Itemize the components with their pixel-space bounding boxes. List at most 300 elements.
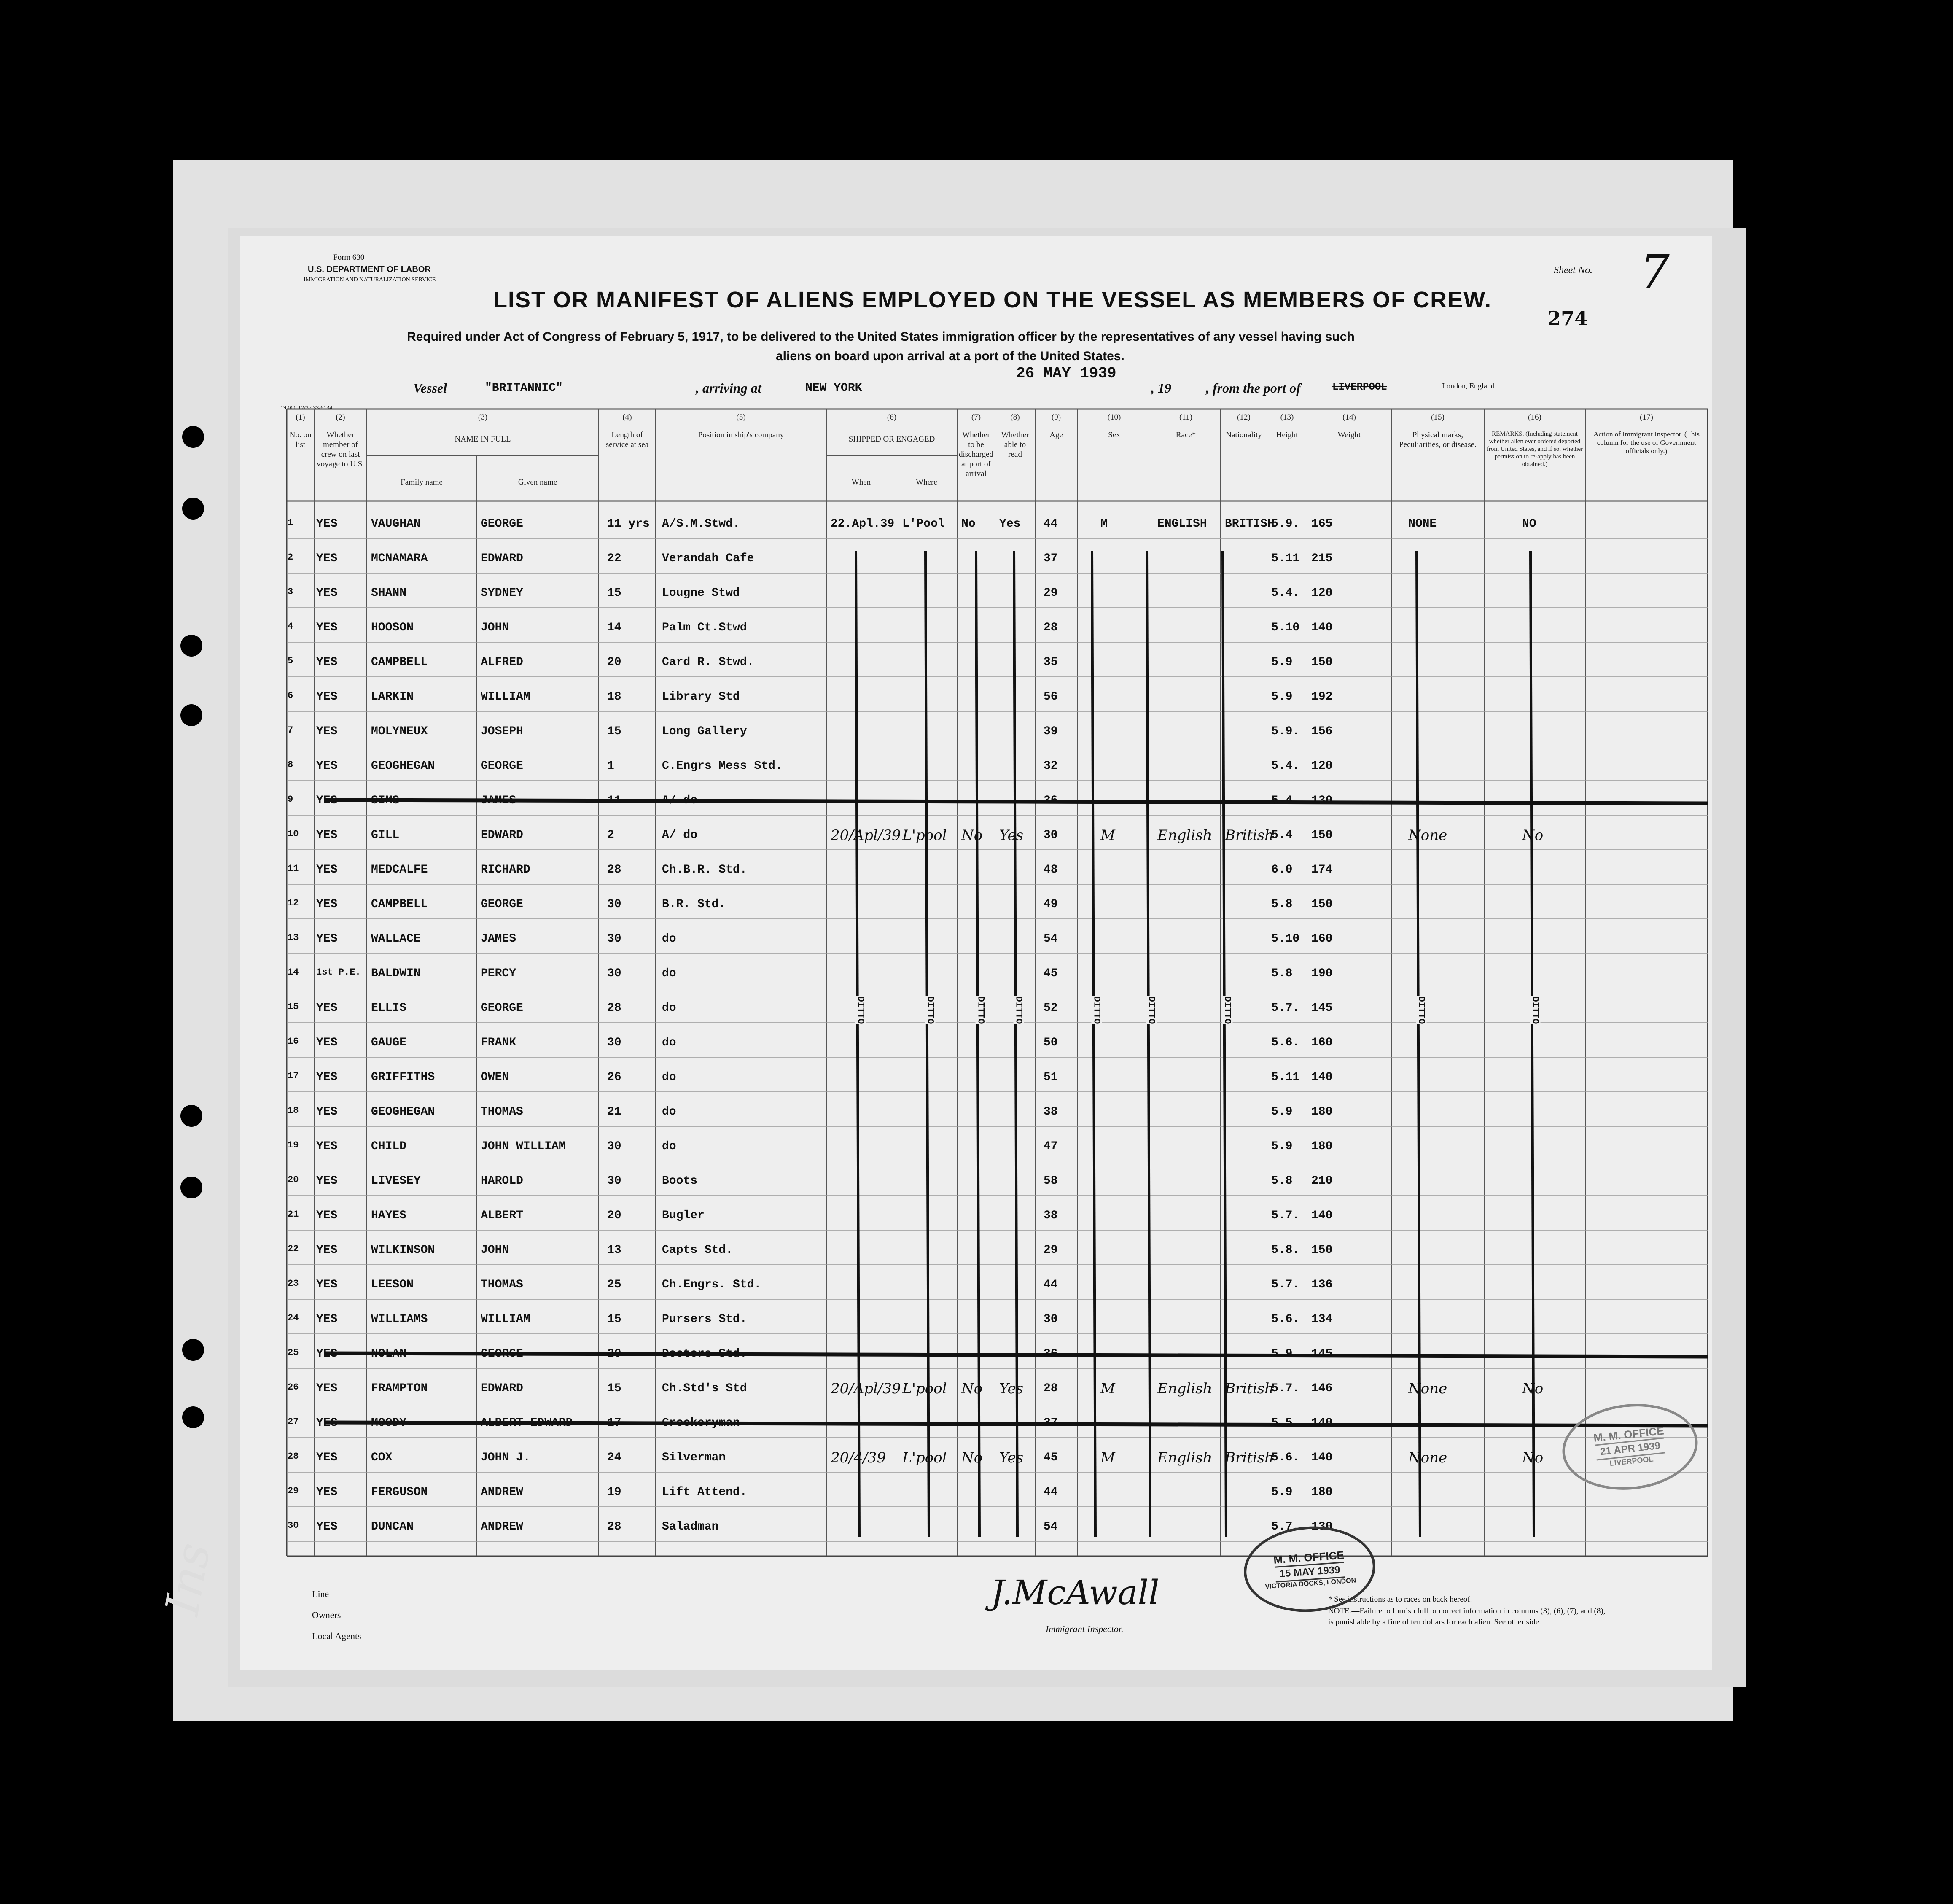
row-last-voyage: YES xyxy=(316,1417,338,1430)
row-last-voyage: YES xyxy=(316,1209,338,1222)
row-length-of-service: 30 xyxy=(607,1036,621,1049)
row-height: 5.11 xyxy=(1271,552,1300,565)
row-last-voyage: YES xyxy=(316,725,338,738)
row-position: Doctors Std. xyxy=(662,1347,747,1360)
column-number: (17) xyxy=(1640,413,1653,422)
row-sex: M xyxy=(1100,1380,1115,1397)
row-length-of-service: 20 xyxy=(607,1209,621,1222)
row-last-voyage: YES xyxy=(316,829,338,842)
row-weight: 174 xyxy=(1311,863,1333,876)
row-position: do xyxy=(662,932,676,945)
row-length-of-service: 1 xyxy=(607,759,614,773)
ditto-line xyxy=(1092,551,1095,1537)
row-remarks: No xyxy=(1522,827,1544,844)
row-weight: 156 xyxy=(1311,725,1333,738)
row-weight: 140 xyxy=(1311,1417,1333,1430)
row-weight: 150 xyxy=(1311,1244,1333,1257)
row-weight: 140 xyxy=(1311,1071,1333,1084)
row-shipped-when: 22.Apl.39 xyxy=(831,517,895,531)
column-number: (2) xyxy=(336,413,345,422)
row-height: 5.7. xyxy=(1271,1520,1300,1533)
row-length-of-service: 15 xyxy=(607,587,621,600)
row-age: 39 xyxy=(1044,725,1058,738)
row-race: ENGLISH xyxy=(1157,517,1207,531)
row-height: 5.4. xyxy=(1271,759,1300,773)
row-weight: 140 xyxy=(1311,1451,1333,1464)
row-length-of-service: 15 xyxy=(607,725,621,738)
row-height: 5.8 xyxy=(1271,898,1293,911)
row-family-name: VAUGHAN xyxy=(371,517,421,531)
row-family-name: SHANN xyxy=(371,587,407,600)
row-family-name: NOLAN xyxy=(371,1347,407,1360)
row-family-name: CHILD xyxy=(371,1140,407,1153)
row-length-of-service: 15 xyxy=(607,1382,621,1395)
row-weight: 136 xyxy=(1311,1278,1333,1291)
row-weight: 165 xyxy=(1311,517,1333,531)
row-age: 50 xyxy=(1044,1036,1058,1049)
row-given-name: JAMES xyxy=(481,794,516,807)
row-position: Lift Attend. xyxy=(662,1486,747,1499)
row-row-number: 1 xyxy=(288,517,293,528)
row-last-voyage: YES xyxy=(316,1140,338,1153)
row-family-name: FERGUSON xyxy=(371,1486,428,1499)
row-length-of-service: 11 xyxy=(607,794,621,807)
row-discharged: No xyxy=(961,827,983,844)
row-age: 30 xyxy=(1044,1313,1058,1326)
row-height: 5.10 xyxy=(1271,621,1300,634)
row-position: do xyxy=(662,1140,676,1153)
row-row-number: 8 xyxy=(288,759,293,770)
column-number: (7) xyxy=(971,413,981,422)
page-number: 274 xyxy=(1547,307,1588,330)
row-length-of-service: 22 xyxy=(607,552,621,565)
row-last-voyage: YES xyxy=(316,932,338,945)
row-physical-marks: None xyxy=(1408,1380,1447,1397)
row-given-name: HAROLD xyxy=(481,1174,523,1188)
row-family-name: FRAMPTON xyxy=(371,1382,428,1395)
row-length-of-service: 28 xyxy=(607,863,621,876)
row-sex: M xyxy=(1100,1449,1115,1466)
row-given-name: JAMES xyxy=(481,932,516,945)
column-number: (10) xyxy=(1107,413,1121,422)
row-length-of-service: 21 xyxy=(607,1105,621,1118)
row-position: A/S.M.Stwd. xyxy=(662,517,740,531)
row-age: 29 xyxy=(1044,587,1058,600)
row-length-of-service: 30 xyxy=(607,932,621,945)
row-last-voyage: 1st P.E. xyxy=(316,967,361,978)
row-length-of-service: 26 xyxy=(607,1071,621,1084)
row-row-number: 4 xyxy=(288,621,293,632)
column-header-6: SHIPPED OR ENGAGED xyxy=(848,435,935,444)
row-nationality: BRITISH xyxy=(1225,517,1275,531)
row-given-name: JOSEPH xyxy=(481,725,523,738)
column-number: (12) xyxy=(1237,413,1251,422)
row-given-name: THOMAS xyxy=(481,1105,523,1118)
row-family-name: MEDCALFE xyxy=(371,863,428,876)
stamp-bottom-text: LIVERPOOL xyxy=(1609,1454,1654,1468)
row-family-name: CAMPBELL xyxy=(371,656,428,669)
row-given-name: ALFRED xyxy=(481,656,523,669)
row-height: 5.11 xyxy=(1271,1071,1300,1084)
row-given-name: ALBERT xyxy=(481,1209,523,1222)
row-able-to-read: Yes xyxy=(999,517,1021,531)
from-label: , from the port of xyxy=(1206,380,1301,396)
row-row-number: 6 xyxy=(288,690,293,701)
row-nationality: British xyxy=(1225,1449,1274,1466)
ditto-mark: DITTO xyxy=(975,996,986,1024)
column-number: (6) xyxy=(887,413,897,422)
row-length-of-service: 20 xyxy=(607,1347,621,1360)
column-subheader: Where xyxy=(916,478,937,487)
row-position: Ch.B.R. Std. xyxy=(662,863,747,876)
row-length-of-service: 19 xyxy=(607,1486,621,1499)
punch-hole xyxy=(182,498,204,520)
row-height: 5.9. xyxy=(1271,1347,1300,1360)
row-family-name: GEOGHEGAN xyxy=(371,1105,435,1118)
row-age: 37 xyxy=(1044,1417,1058,1430)
stamp-bottom-text: VICTORIA DOCKS, LONDON xyxy=(1265,1576,1356,1590)
column-subheader: Family name xyxy=(401,478,443,487)
row-family-name: DUNCAN xyxy=(371,1520,414,1533)
row-shipped-where: L'pool xyxy=(902,827,947,844)
row-age: 28 xyxy=(1044,621,1058,634)
row-family-name: WILLIAMS xyxy=(371,1313,428,1326)
row-height: 5.9 xyxy=(1271,1140,1293,1153)
row-given-name: ALBERT EDWARD xyxy=(481,1417,573,1430)
row-last-voyage: YES xyxy=(316,1278,338,1291)
row-family-name: GEOGHEGAN xyxy=(371,759,435,773)
ditto-mark: DITTO xyxy=(1416,996,1427,1024)
row-row-number: 12 xyxy=(288,898,299,908)
row-row-number: 21 xyxy=(288,1209,299,1220)
row-position: C.Engrs Mess Std. xyxy=(662,759,783,773)
row-position: Silverman xyxy=(662,1451,726,1464)
row-weight: 120 xyxy=(1311,587,1333,600)
row-last-voyage: YES xyxy=(316,794,338,807)
stamp-date: 15 MAY 1939 xyxy=(1275,1562,1345,1582)
row-given-name: SYDNEY xyxy=(481,587,523,600)
row-family-name: GRIFFITHS xyxy=(371,1071,435,1084)
row-age: 37 xyxy=(1044,552,1058,565)
row-given-name: ANDREW xyxy=(481,1486,523,1499)
row-weight: 180 xyxy=(1311,1105,1333,1118)
row-last-voyage: YES xyxy=(316,1451,338,1464)
row-discharged: No xyxy=(961,1449,983,1466)
row-family-name: COX xyxy=(371,1451,393,1464)
row-row-number: 14 xyxy=(288,967,299,978)
row-row-number: 26 xyxy=(288,1382,299,1392)
row-able-to-read: Yes xyxy=(999,1449,1024,1466)
row-shipped-when: 20/Apl/39 xyxy=(831,1380,901,1397)
ditto-mark: DITTO xyxy=(1222,996,1233,1024)
row-last-voyage: YES xyxy=(316,552,338,565)
row-family-name: BALDWIN xyxy=(371,967,421,980)
row-weight: 210 xyxy=(1311,1174,1333,1188)
row-last-voyage: YES xyxy=(316,863,338,876)
row-row-number: 23 xyxy=(288,1278,299,1289)
row-last-voyage: YES xyxy=(316,1520,338,1533)
row-position: Card R. Stwd. xyxy=(662,656,754,669)
row-given-name: WILLIAM xyxy=(481,690,530,703)
row-position: Bugler xyxy=(662,1209,705,1222)
arriving-port: NEW YORK xyxy=(805,382,862,395)
row-height: 5.10 xyxy=(1271,932,1300,945)
row-position: B.R. Std. xyxy=(662,898,726,911)
row-row-number: 30 xyxy=(288,1520,299,1531)
from-port: LIVERPOOL xyxy=(1332,382,1387,393)
column-header-14: Weight xyxy=(1337,431,1361,439)
column-number: (4) xyxy=(622,413,632,422)
column-header-11: Race* xyxy=(1176,431,1196,439)
ditto-mark: DITTO xyxy=(1091,996,1102,1024)
row-family-name: MCNAMARA xyxy=(371,552,428,565)
column-header-2: Whether member of crew on last voyage to U.S. xyxy=(317,431,364,469)
row-age: 36 xyxy=(1044,1347,1058,1360)
races-note: * See instructions as to races on back hereof. xyxy=(1328,1595,1472,1604)
row-age: 47 xyxy=(1044,1140,1058,1153)
row-last-voyage: YES xyxy=(316,587,338,600)
row-height: 5.9 xyxy=(1271,690,1293,703)
row-physical-marks: NONE xyxy=(1408,517,1437,531)
column-number: (11) xyxy=(1179,413,1192,422)
column-header-9: Age xyxy=(1049,431,1063,439)
row-physical-marks: None xyxy=(1408,827,1447,844)
row-height: 5.7. xyxy=(1271,1002,1300,1015)
margin-note: Ins xyxy=(155,1538,221,1619)
sheet-number: 7 xyxy=(1640,245,1670,299)
inspector-label: Immigrant Inspector. xyxy=(1046,1624,1124,1634)
row-row-number: 2 xyxy=(288,552,293,563)
punch-hole xyxy=(180,635,202,657)
row-age: 49 xyxy=(1044,898,1058,911)
row-remarks: NO xyxy=(1522,517,1536,531)
row-last-voyage: YES xyxy=(316,621,338,634)
print-code: 19 000 12/37 33/6134 xyxy=(280,405,333,411)
row-position: do xyxy=(662,1002,676,1015)
manifest-sheet xyxy=(240,236,1712,1670)
column-number: (14) xyxy=(1342,413,1356,422)
column-header-8: Whether able to read xyxy=(1001,431,1029,459)
row-row-number: 24 xyxy=(288,1313,299,1323)
row-last-voyage: YES xyxy=(316,1382,338,1395)
ditto-mark: DITTO xyxy=(855,996,866,1024)
row-given-name: JOHN WILLIAM xyxy=(481,1140,566,1153)
row-given-name: EDWARD xyxy=(481,1382,523,1395)
punch-hole xyxy=(180,1177,202,1198)
row-sex: M xyxy=(1100,827,1115,844)
arrival-date-stamp: 26 MAY 1939 xyxy=(1016,365,1116,382)
row-position: Library Std xyxy=(662,690,740,703)
row-age: 29 xyxy=(1044,1244,1058,1257)
manifest-subtitle-2: aliens on board upon arrival at a port of the United States. xyxy=(776,349,1124,363)
row-weight: 140 xyxy=(1311,621,1333,634)
column-header-10: Sex xyxy=(1108,431,1120,439)
row-length-of-service: 14 xyxy=(607,621,621,634)
row-age: 44 xyxy=(1044,1278,1058,1291)
row-length-of-service: 2 xyxy=(607,829,614,842)
row-weight: 150 xyxy=(1311,829,1333,842)
column-number: (13) xyxy=(1280,413,1294,422)
row-race: English xyxy=(1157,827,1212,844)
department-name: U.S. DEPARTMENT OF LABOR xyxy=(308,265,431,274)
row-last-voyage: YES xyxy=(316,1244,338,1257)
row-last-voyage: YES xyxy=(316,656,338,669)
ditto-mark: DITTO xyxy=(925,996,936,1024)
row-given-name: JOHN xyxy=(481,621,509,634)
row-position: A/ do xyxy=(662,829,698,842)
row-last-voyage: YES xyxy=(316,759,338,773)
sheet-label: Sheet No. xyxy=(1554,265,1593,276)
row-family-name: SIMS xyxy=(371,794,400,807)
row-given-name: PERCY xyxy=(481,967,516,980)
row-row-number: 16 xyxy=(288,1036,299,1047)
row-position: Pursers Std. xyxy=(662,1313,747,1326)
row-weight: 215 xyxy=(1311,552,1333,565)
row-row-number: 27 xyxy=(288,1417,299,1427)
row-weight: 130 xyxy=(1311,794,1333,807)
row-age: 58 xyxy=(1044,1174,1058,1188)
row-last-voyage: YES xyxy=(316,1105,338,1118)
row-row-number: 15 xyxy=(288,1002,299,1012)
column-number: (1) xyxy=(296,413,305,422)
punch-hole xyxy=(182,426,204,448)
row-shipped-where: L'pool xyxy=(902,1380,947,1397)
row-age: 35 xyxy=(1044,656,1058,669)
row-age: 56 xyxy=(1044,690,1058,703)
row-height: 5.7. xyxy=(1271,1209,1300,1222)
row-position: Ch.Engrs. Std. xyxy=(662,1278,761,1291)
row-given-name: GEORGE xyxy=(481,1002,523,1015)
row-length-of-service: 30 xyxy=(607,898,621,911)
row-shipped-where: L'Pool xyxy=(902,517,945,531)
row-length-of-service: 24 xyxy=(607,1451,621,1464)
vessel-name: "BRITANNIC" xyxy=(485,382,563,395)
row-last-voyage: YES xyxy=(316,1036,338,1049)
row-height: 6.0 xyxy=(1271,863,1293,876)
row-weight: 146 xyxy=(1311,1382,1333,1395)
column-number: (5) xyxy=(736,413,746,422)
row-position: Verandah Cafe xyxy=(662,552,754,565)
row-last-voyage: YES xyxy=(316,1486,338,1499)
manifest-subtitle-1: Required under Act of Congress of February 5, 1917, to be delivered to the United States immigration officer by the representatives of any vessel having such xyxy=(407,330,1355,344)
row-family-name: WILKINSON xyxy=(371,1244,435,1257)
row-row-number: 9 xyxy=(288,794,293,805)
row-position: do xyxy=(662,1105,676,1118)
row-position: do xyxy=(662,967,676,980)
row-weight: 180 xyxy=(1311,1140,1333,1153)
row-position: do xyxy=(662,1036,676,1049)
row-weight: 150 xyxy=(1311,898,1333,911)
row-age: 36 xyxy=(1044,794,1058,807)
line-label: Line xyxy=(312,1589,329,1599)
inspector-signature: J.McAwall xyxy=(991,1573,1159,1612)
row-sex: M xyxy=(1100,517,1108,531)
row-length-of-service: 15 xyxy=(607,1313,621,1326)
row-length-of-service: 11 yrs xyxy=(607,517,650,531)
row-nationality: British xyxy=(1225,827,1274,844)
row-row-number: 29 xyxy=(288,1486,299,1496)
row-last-voyage: YES xyxy=(316,1347,338,1360)
row-nationality: British xyxy=(1225,1380,1274,1397)
row-family-name: HOOSON xyxy=(371,621,414,634)
row-remarks: No xyxy=(1522,1380,1544,1397)
row-family-name: GILL xyxy=(371,829,400,842)
row-row-number: 19 xyxy=(288,1140,299,1150)
row-position: Saladman xyxy=(662,1520,719,1533)
row-position: Crockeryman xyxy=(662,1417,740,1430)
row-able-to-read: Yes xyxy=(999,827,1024,844)
row-row-number: 7 xyxy=(288,725,293,735)
row-given-name: ANDREW xyxy=(481,1520,523,1533)
row-weight: 192 xyxy=(1311,690,1333,703)
fine-note-2: is punishable by a fine of ten dollars for each alien. See other side. xyxy=(1328,1618,1541,1627)
ditto-mark: DITTO xyxy=(1146,996,1157,1024)
ditto-mark: DITTO xyxy=(1013,996,1024,1024)
service-name: IMMIGRATION AND NATURALIZATION SERVICE xyxy=(304,277,436,283)
column-number: (15) xyxy=(1431,413,1445,422)
stamp-top-text: M. M. OFFICE xyxy=(1273,1548,1345,1566)
row-height: 5.6. xyxy=(1271,1036,1300,1049)
row-height: 5.8. xyxy=(1271,1244,1300,1257)
column-subheader: Given name xyxy=(518,478,557,487)
row-height: 5.5. xyxy=(1271,1417,1300,1430)
row-last-voyage: YES xyxy=(316,1313,338,1326)
punch-hole xyxy=(182,1406,204,1428)
row-position: Palm Ct.Stwd xyxy=(662,621,747,634)
row-height: 5.9 xyxy=(1271,1105,1293,1118)
row-weight: 130 xyxy=(1311,1520,1333,1533)
stamp-date: 21 APR 1939 xyxy=(1595,1438,1665,1461)
row-weight: 120 xyxy=(1311,759,1333,773)
row-weight: 180 xyxy=(1311,1486,1333,1499)
column-header-1: No. on list xyxy=(289,431,312,449)
row-length-of-service: 18 xyxy=(607,690,621,703)
row-shipped-when: 20/Apl/39 xyxy=(831,827,901,844)
row-race: English xyxy=(1157,1380,1212,1397)
ditto-mark: DITTO xyxy=(1530,996,1541,1024)
row-row-number: 13 xyxy=(288,932,299,943)
row-position: do xyxy=(662,1071,676,1084)
arriving-label: , arriving at xyxy=(696,380,761,396)
row-given-name: OWEN xyxy=(481,1071,509,1084)
column-number: (16) xyxy=(1528,413,1541,422)
row-height: 5.8 xyxy=(1271,967,1293,980)
row-age: 38 xyxy=(1044,1209,1058,1222)
column-header-17: Action of Immigrant Inspector. (This column for the use of Government officials only.) xyxy=(1593,430,1700,455)
row-able-to-read: Yes xyxy=(999,1380,1024,1397)
row-weight: 150 xyxy=(1311,656,1333,669)
row-last-voyage: YES xyxy=(316,898,338,911)
column-number: (3) xyxy=(478,413,488,422)
row-length-of-service: 13 xyxy=(607,1244,621,1257)
row-row-number: 20 xyxy=(288,1174,299,1185)
row-length-of-service: 28 xyxy=(607,1002,621,1015)
year-label: , 19 xyxy=(1151,380,1171,396)
row-length-of-service: 30 xyxy=(607,1140,621,1153)
row-shipped-where: L'pool xyxy=(902,1449,947,1466)
row-race: English xyxy=(1157,1449,1212,1466)
row-weight: 190 xyxy=(1311,967,1333,980)
row-row-number: 22 xyxy=(288,1244,299,1254)
fine-note-1: NOTE.—Failure to furnish full or correct information in columns (3), (6), (7), and (8), xyxy=(1328,1607,1606,1616)
row-physical-marks: None xyxy=(1408,1449,1447,1466)
row-weight: 134 xyxy=(1311,1313,1333,1326)
column-header-4: Length of service at sea xyxy=(605,431,649,449)
row-weight: 145 xyxy=(1311,1002,1333,1015)
row-last-voyage: YES xyxy=(316,690,338,703)
row-family-name: MOODY xyxy=(371,1417,407,1430)
from-port-alt: London, England. xyxy=(1442,382,1497,390)
